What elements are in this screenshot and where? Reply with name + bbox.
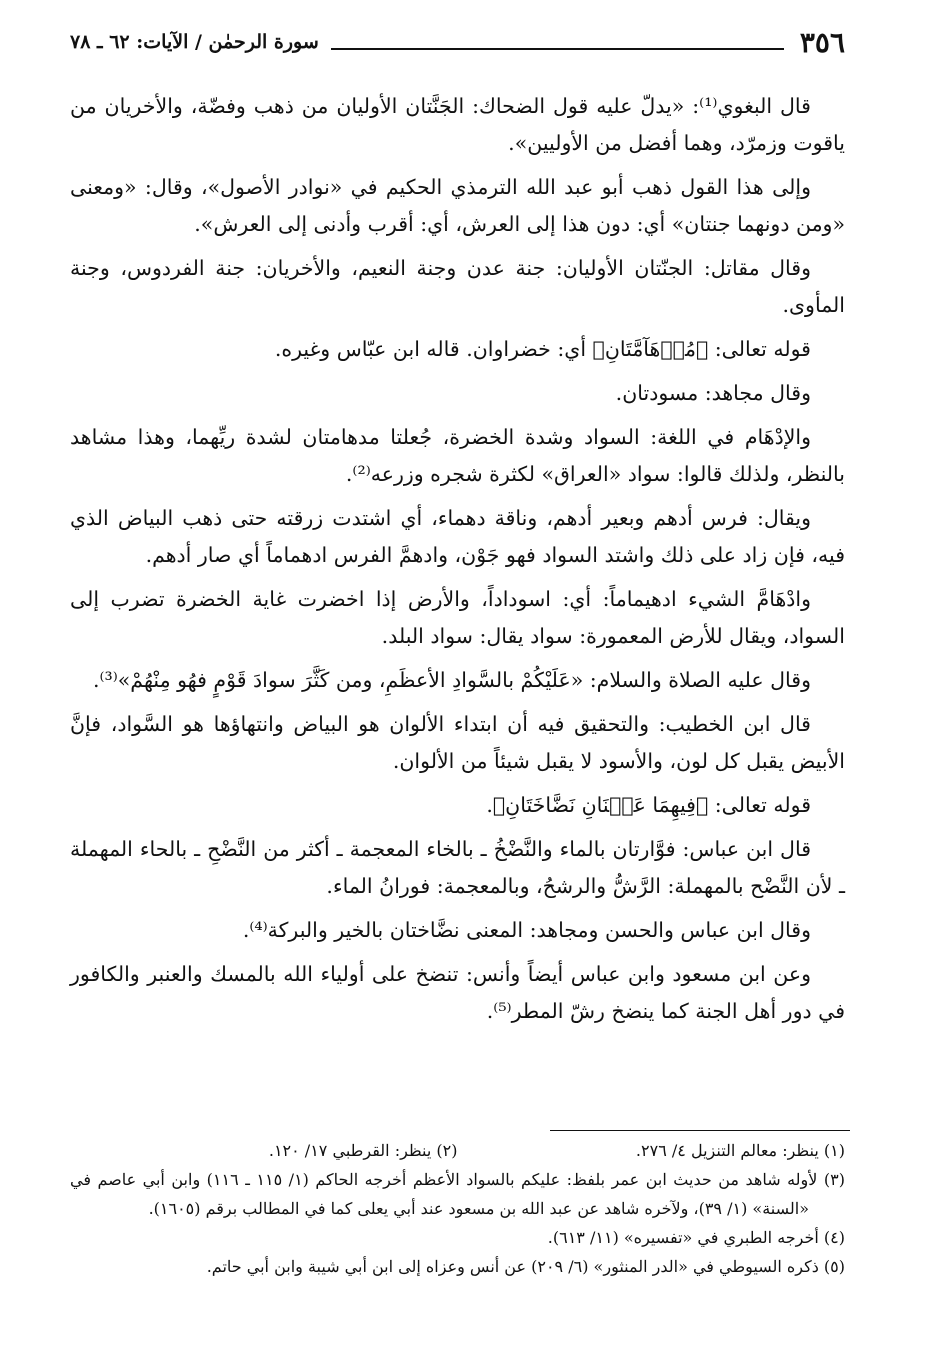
footnote-separator [550,1130,850,1131]
paragraph: وقال عليه الصلاة والسلام: «عَلَيْكُمْ بالسَّوادِ الأعظَمِ، ومن كَثَّرَ سوادَ قَوْمٍ فهُو مِنْهُمْ»⁽³⁾. [92,668,811,692]
paragraph: قوله تعالى: ﴿مُدۡهَآمَّتَانِ﴾ أي: خضراوان. قاله ابن عبّاس وغيره. [274,337,811,361]
footnote-2: (٢) ينظر: القرطبي ١٧/ ١٢٠. [268,1141,458,1160]
paragraph: وقال مقاتل: الجنّتان الأوليان: جنة عدن وجنة النعيم، والأخريان: جنة الفردوس، وجنة المأوى. [70,256,845,317]
paragraph: وادْهَامَّ الشيء ادهيماماً: أي: اسوداداً، والأرض إذا اخضرت غاية الخضرة تضرب إلى السواد، ويقال للأرض المعمورة: سواد يقال: سواد البلد. [70,587,845,648]
footnote-5: (٥) ذكره السيوطي في «الدر المنثور» (٦/ ٢٠٩) عن أنس وعزاه إلى ابن أبي شيبة وابن أبي حاتم. [206,1257,845,1276]
paragraph: وقال مجاهد: مسودتان. [615,381,811,405]
paragraph: قال ابن عباس: فوَّارتان بالماء والنَّضْخُ ـ بالخاء المعجمة ـ أكثر من النَّضْحِ ـ بالحاء المهملة ـ لأن النَّضْح بالمهملة: الرَّشُّ والرشحُ، وبالمعجمة: فورانُ الماء. [70,837,845,898]
paragraph: وعن ابن مسعود وابن عباس أيضاً وأنس: تنضخ على أولياء الله بالمسك والعنبر والكافور في دور أهل الجنة كما ينضخ رشّ المطر⁽⁵⁾. [70,962,845,1023]
paragraph: ويقال: فرس أدهم وبعير أدهم، وناقة دهماء، أي اشتدت زرقته حتى ذهب البياض الذي فيه، فإن زاد على ذلك واشتد السواد فهو جَوْن، وادهمَّ الفرس ادهماماً أي صار أدهم. [70,506,845,567]
main-text [70,88,845,1037]
paragraph: قوله تعالى: ﴿فِيهِمَا عَيۡنَانِ نَضَّاخَتَانِ﴾. [486,793,811,817]
running-header [70,22,845,62]
running-title: سورة الرحمٰن / الآيات: ٦٢ ـ ٧٨ [70,31,319,53]
paragraph: قال البغوي⁽¹⁾: «يدلّ عليه قول الضحاك: الجَنَّتان الأوليان من ذهب وفضّة، والأخريان من ياقوت وزمرّد، وهما أفضل من الأوليين». [70,94,845,155]
footnote-1: (١) ينظر: معالم التنزيل ٤/ ٢٧٦. [635,1141,845,1160]
footnotes [70,1136,845,1281]
footnote-row [70,1136,845,1165]
paragraph: وقال ابن عباس والحسن ومجاهد: المعنى نضَّاختان بالخير والبركة⁽⁴⁾. [242,918,811,942]
footnote-3: (٣) لأوله شاهد من حديث ابن عمر بلفظ: عليكم بالسواد الأعظم أخرجه الحاكم (١/ ١١٥ ـ ١١٦) وابن أبي عاصم في «السنة» (١/ ٣٩)، ولآخره شاهد عن عبد الله بن مسعود عند أبي يعلى كما في المطالب برقم (١٦٠٥). [70,1170,845,1218]
paragraph: قال ابن الخطيب: والتحقيق فيه أن ابتداء الألوان هو البياض وانتهاؤها هو السَّواد، فإنَّ الأبيض يقبل كل لون، والأسود لا يقبل شيئاً من الألوان. [70,712,845,773]
header-rule [331,48,784,50]
page-number: ٣٥٦ [799,25,845,59]
paragraph: وإلى هذا القول ذهب أبو عبد الله الترمذي الحكيم في «نوادر الأصول»، وقال: «ومعنى «ومن دونهما جنتان» أي: دون هذا إلى العرش، أي: أقرب وأدنى إلى العرش». [70,175,845,236]
paragraph: والإدْهَام في اللغة: السواد وشدة الخضرة، جُعلتا مدهامتان لشدة ريِّهما، وهذا مشاهد بالنظر، ولذلك قالوا: سواد «العراق» لكثرة شجره وزرعه⁽²⁾. [70,425,845,486]
footnote-4: (٤) أخرجه الطبري في «تفسيره» (١١/ ٦١٣). [547,1228,845,1247]
